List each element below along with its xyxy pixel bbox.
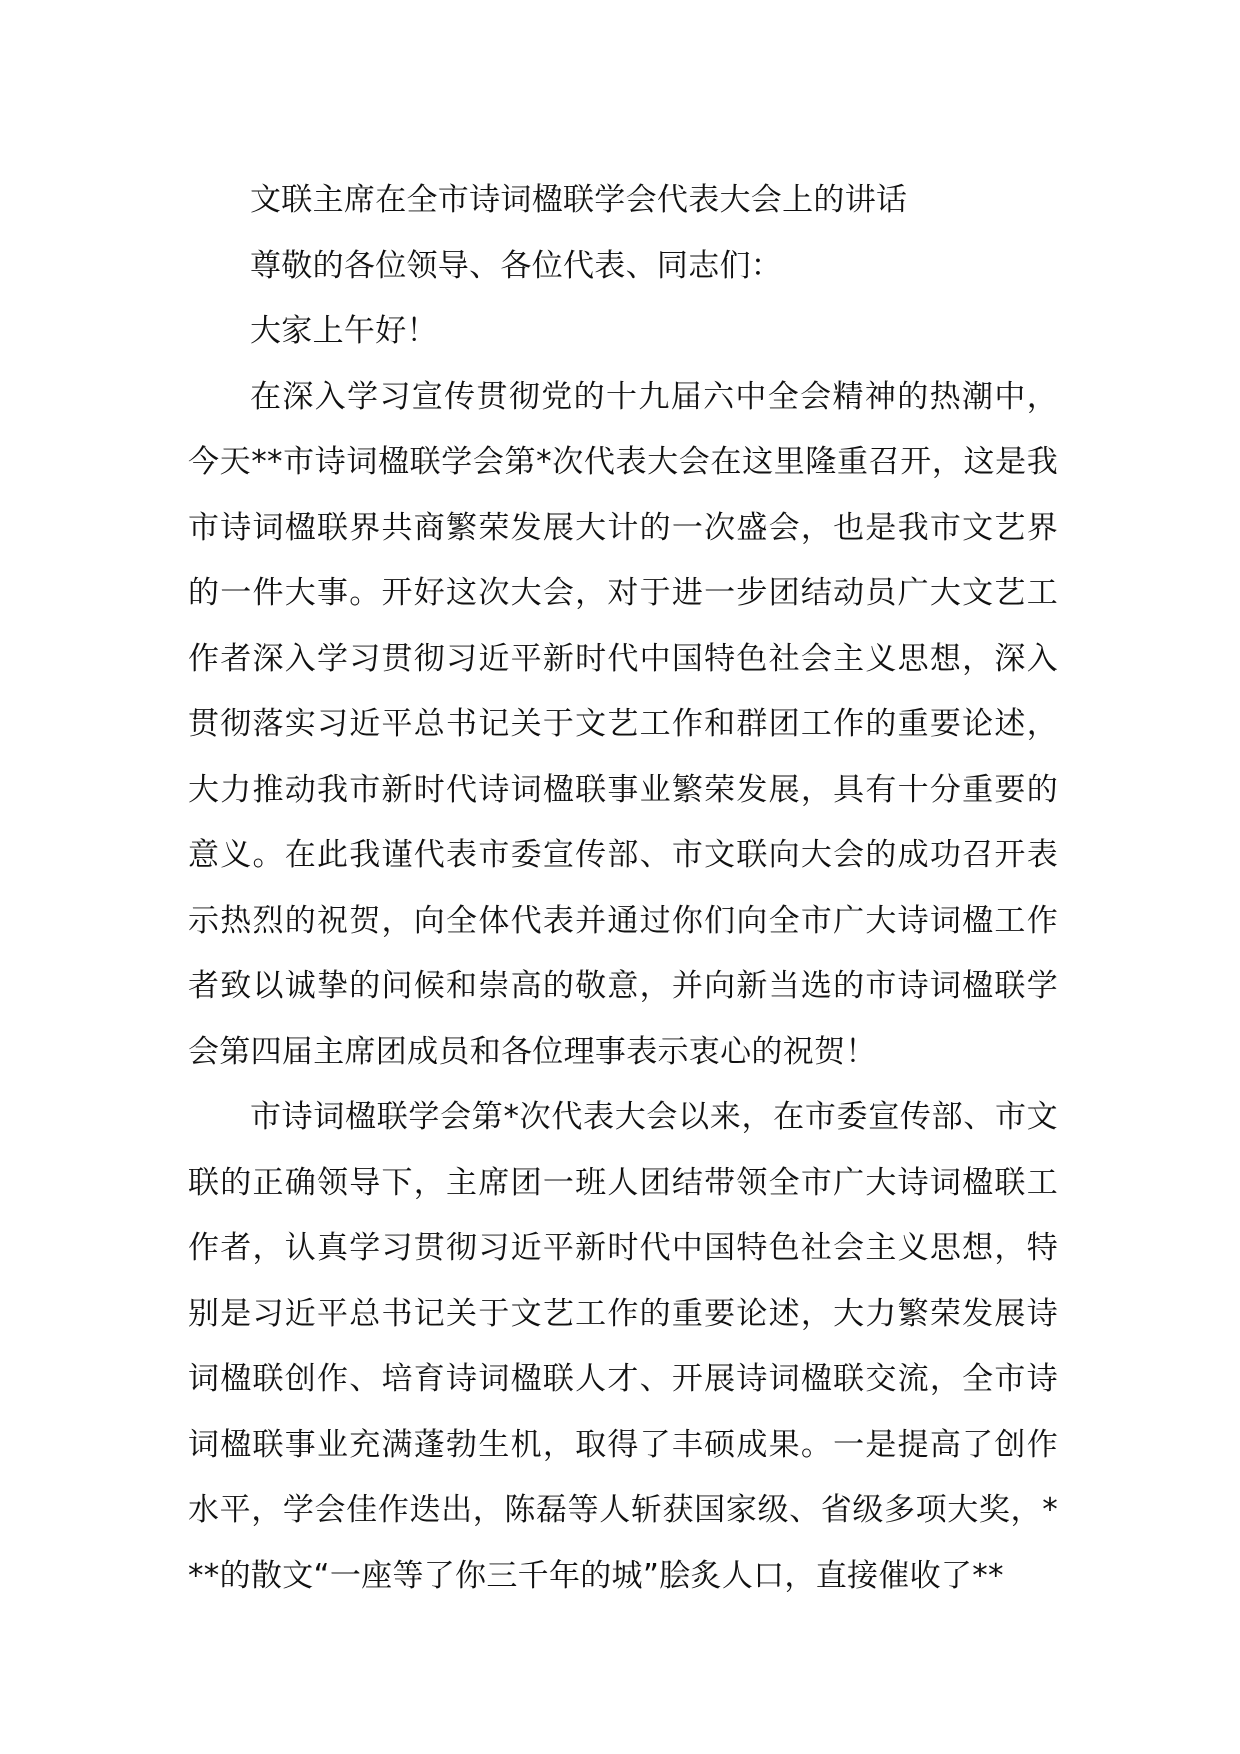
document-body: [188, 168, 1058, 1609]
document-title: 文联主席在全市诗词楹联学会代表大会上的讲话: [250, 182, 908, 218]
salutation: 尊敬的各位领导、各位代表、同志们：: [250, 247, 783, 284]
body-paragraph-2: 市诗词楹联学会第*次代表大会以来，在市委宣传部、市文联的正确领导下，主席团一班人团结带领全市广大诗词楹联工作者，认真学习贯彻习近平新时代中国特色社会主义思想，特别是习近平总书记关于文艺工作的重要论述，大力繁荣发展诗词楹联创作、培育诗词楹联人才、开展诗词楹联交流，全市诗词楹联事业充满蓬勃生机，取得了丰硕成果。一是提高了创作水平，学会佳作迭出，陈磊等人斩获国家级、省级多项大奖，***的散文“一座等了你三千年的城”脍炙人口，直接催收了**: [188, 1099, 1058, 1594]
greeting: 大家上午好！: [250, 313, 438, 349]
body-paragraph-1: 在深入学习宣传贯彻党的十九届六中全会精神的热潮中，今天**市诗词楹联学会第*次代表大会在这里隆重召开，这是我市诗词楹联界共商繁荣发展大计的一次盛会，也是我市文艺界的一件大事。开好这次大会，对于进一步团结动员广大文艺工作者深入学习贯彻习近平新时代中国特色社会主义思想，深入贯彻落实习近平总书记关于文艺工作和群团工作的重要论述，大力推动我市新时代诗词楹联事业繁荣发展，具有十分重要的意义。在此我谨代表市委宣传部、市文联向大会的成功召开表示热烈的祝贺，向全体代表并通过你们向全市广大诗词楹工作者致以诚挚的问候和崇高的敬意，并向新当选的市诗词楹联学会第四届主席团成员和各位理事表示衷心的祝贺！: [188, 378, 1058, 1070]
